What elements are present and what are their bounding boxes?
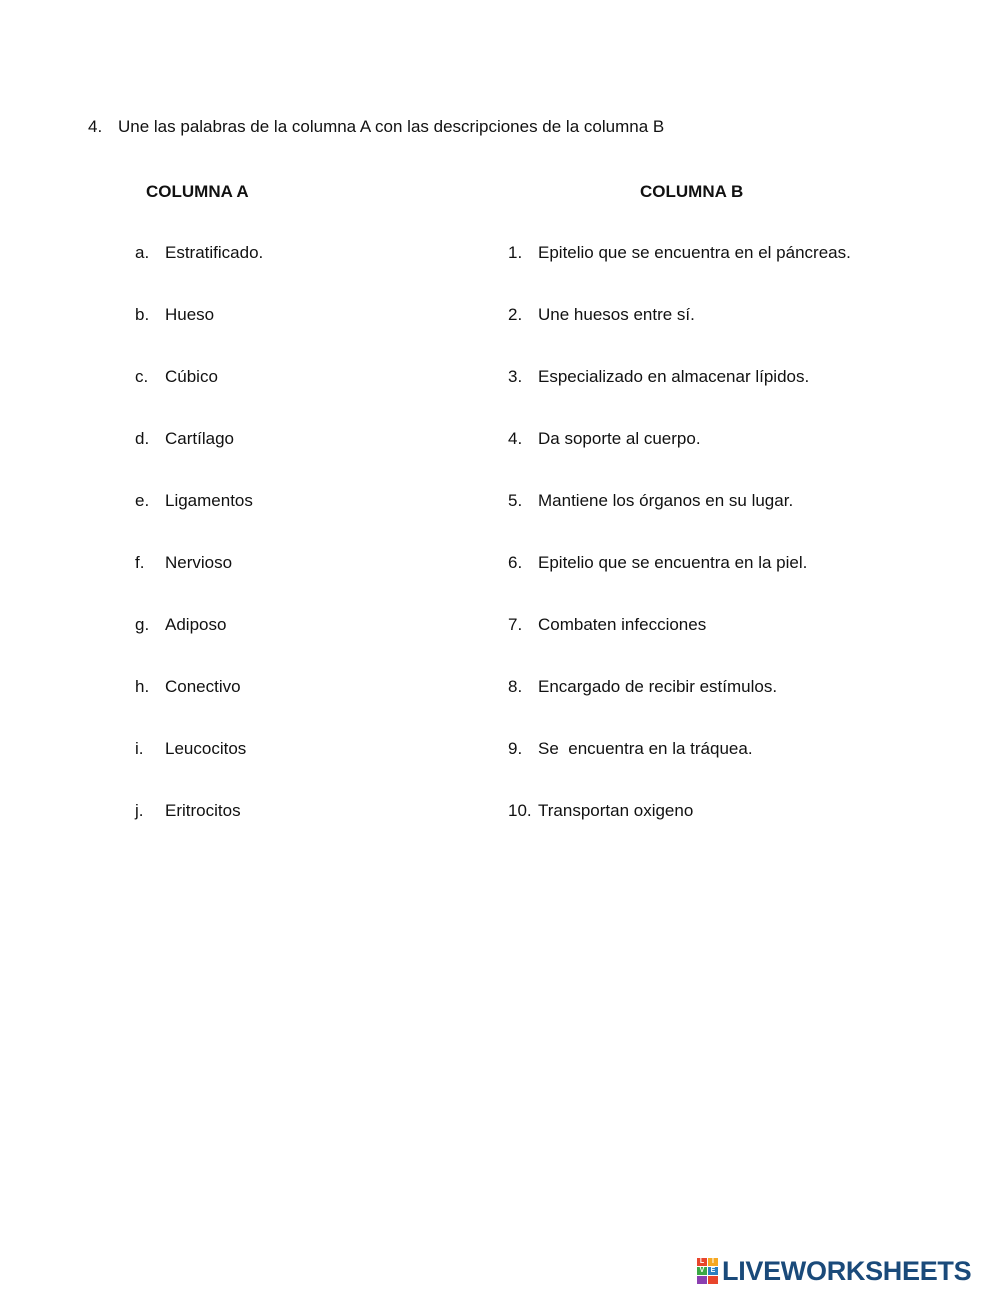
logo-square: I [708,1258,718,1266]
column-b-item [508,801,851,863]
column-a-item [135,429,263,491]
column-a-list [135,243,263,863]
column-a-item [135,739,263,801]
column-a-item [135,491,263,553]
column-a-item [135,801,263,863]
column-a-item-marker: d. [135,429,150,448]
column-b-header: COLUMNA B [640,182,744,201]
column-a-item [135,615,263,677]
column-a-item-text: Eritrocitos [165,801,241,820]
column-a-item [135,305,263,367]
column-b-item [508,615,851,677]
column-b-item-marker: 9. [508,739,523,758]
column-a-item-marker: f. [135,553,145,572]
column-b-item [508,243,851,305]
column-b-item-marker: 5. [508,491,523,510]
instruction [88,117,664,137]
column-a-item-text: Conectivo [165,677,241,696]
column-a-item [135,553,263,615]
column-b-item-text: Da soporte al cuerpo. [538,429,701,448]
instruction-text: Une las palabras de la columna A con las descripciones de la columna B [118,117,665,136]
column-a-item-text: Adiposo [165,615,227,634]
logo-square: L [697,1258,707,1266]
column-a-item-marker: j. [135,801,144,820]
column-a-item-marker: c. [135,367,149,386]
column-b-item-marker: 8. [508,677,523,696]
column-a-item [135,367,263,429]
column-b-item-marker: 6. [508,553,523,572]
logo-square: V [697,1267,707,1275]
column-a-header: COLUMNA A [146,182,249,201]
column-b-item [508,677,851,739]
column-b-item [508,491,851,553]
column-a-item-marker: b. [135,305,150,324]
column-b-item-marker: 1. [508,243,523,262]
column-b-item [508,305,851,367]
column-b-list [508,243,851,863]
column-a-item-marker: g. [135,615,150,634]
logo-square [697,1276,707,1284]
column-a-item-text: Cúbico [165,367,218,386]
column-b-item [508,739,851,801]
column-b-item-text: Especializado en almacenar lípidos. [538,367,810,386]
column-a-item-marker: e. [135,491,150,510]
logo-square: E [708,1267,718,1275]
column-a-item-marker: a. [135,243,150,262]
column-b-item [508,429,851,491]
column-a-item [135,243,263,305]
column-b-item-text: Encargado de recibir estímulos. [538,677,778,696]
column-a-item-marker: i. [135,739,144,758]
column-a-item-text: Nervioso [165,553,233,572]
column-a-item-text: Cartílago [165,429,234,448]
brand-text: LIVEWORKSHEETS [722,1256,972,1286]
column-b-item-text: Se encuentra en la tráquea. [538,739,753,758]
column-b-item-text: Epitelio que se encuentra en el páncreas. [538,243,851,262]
column-a-item-text: Leucocitos [165,739,247,758]
column-b-item-text: Transportan oxigeno [538,801,694,820]
logo-square [708,1276,718,1284]
column-b-item-marker: 3. [508,367,523,386]
column-b-item-text: Epitelio que se encuentra en la piel. [538,553,808,572]
liveworksheets-logo-icon [697,1258,718,1284]
column-a-item-marker: h. [135,677,150,696]
column-b-item-text: Combaten infecciones [538,615,707,634]
column-b-item [508,367,851,429]
instruction-number: 4. [88,117,103,136]
column-a-item-text: Hueso [165,305,215,324]
column-b-item-marker: 10. [508,801,532,820]
column-b-item-text: Mantiene los órganos en su lugar. [538,491,794,510]
column-b-item-marker: 4. [508,429,523,448]
liveworksheets-brand [697,1258,971,1284]
column-b-item-marker: 7. [508,615,523,634]
column-a-item-text: Estratificado. [165,243,264,262]
column-a-item-text: Ligamentos [165,491,253,510]
column-a-item [135,677,263,739]
column-b-item [508,553,851,615]
column-b-item-text: Une huesos entre sí. [538,305,695,324]
column-b-item-marker: 2. [508,305,523,324]
